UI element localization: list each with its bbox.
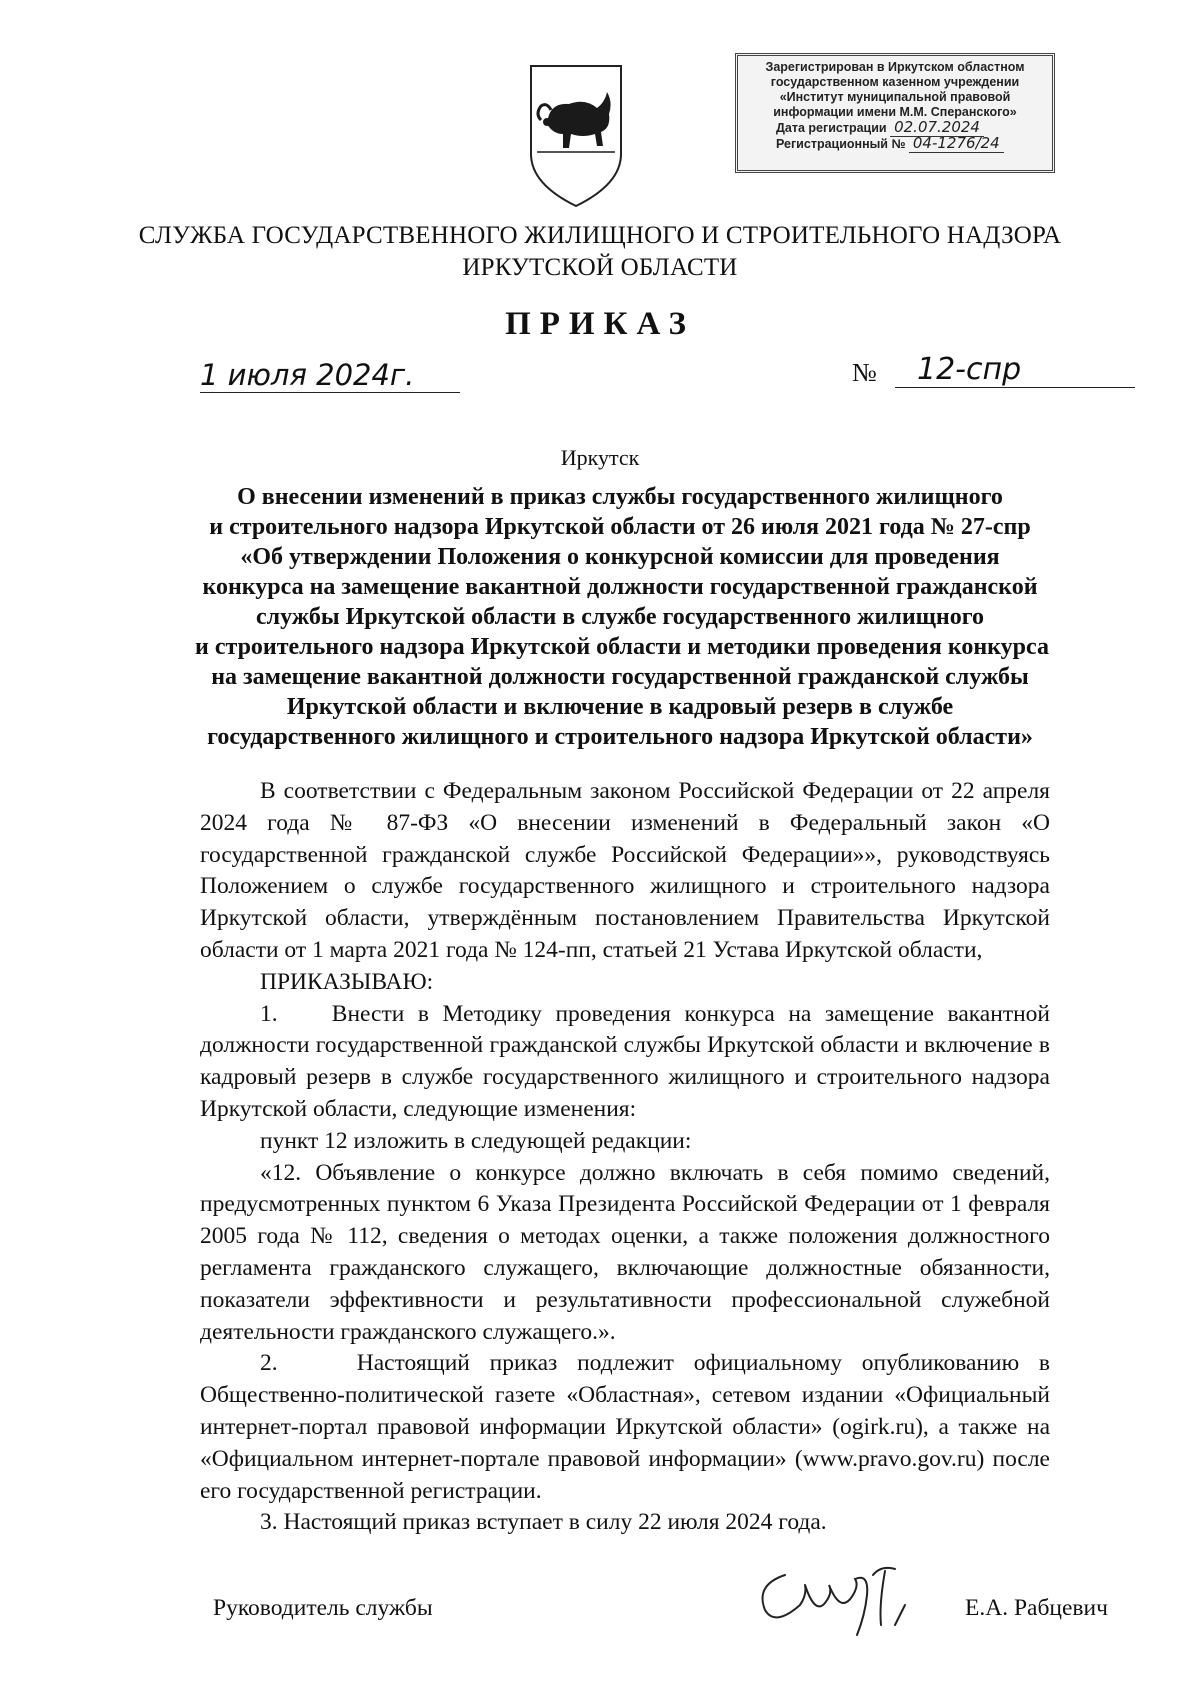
title-line: конкурса на замещение вакантной должности государственной гражданской	[202, 574, 1038, 600]
document-body	[200, 776, 1050, 1539]
document-title	[195, 482, 1049, 752]
stamp-reg-date-label: Дата регистрации	[776, 121, 887, 135]
item-2-paragraph: 2. Настоящий приказ подлежит официальному опубликованию в Общественно-политической газете «Областная», сетевом издании «Официальный интернет-портал правовой информации Иркутской области» (ogirk.ru), а также на «Официальном интернет-портале правовой информации» (www.pravo.gov.ru) после его государственной регистрации.	[200, 1350, 1050, 1504]
agency-name-line: СЛУЖБА ГОСУДАРСТВЕННОГО ЖИЛИЩНОГО И СТРОИТЕЛЬНОГО НАДЗОРА	[138, 222, 1062, 249]
stamp-reg-number-row	[776, 136, 1044, 152]
document-type: ПРИКАЗ	[505, 306, 695, 342]
title-line: О внесении изменений в приказ службы государственного жилищного	[237, 484, 1003, 510]
stamp-line: «Институт муниципальной правовой	[779, 90, 1011, 104]
order-word: ПРИКАЗЫВАЮ:	[260, 968, 434, 995]
city: Иркутск	[560, 445, 640, 470]
handwritten-date: 1 июля 2024г.	[200, 358, 460, 393]
title-line: «Об утверждении Положения о конкурсной комиссии для проведения	[240, 544, 1000, 570]
title-line: на замещение вакантной должности государственной гражданской службы	[211, 664, 1029, 690]
item-1-quote-paragraph: «12. Объявление о конкурсе должно включать в себя помимо сведений, предусмотренных пунктом 6 Указа Президента Российской Федерации от 1 февраля 2005 года № 112, сведения о методах оценки, а также положения должностного регламента гражданского служащего, включающие должностные обязанности, показатели эффективности и результативности профессиональной служебной деятельности гражданского служащего.».	[200, 1159, 1050, 1345]
item-1-sub-paragraph: пункт 12 изложить в следующей редакции:	[260, 1127, 692, 1154]
stamp-reg-date-value: 02.07.2024	[890, 118, 984, 137]
stamp-reg-number-label: Регистрационный №	[776, 137, 906, 151]
agency-name-line: ИРКУТСКОЙ ОБЛАСТИ	[462, 254, 738, 281]
title-line: Иркутской области и включение в кадровый резерв в службе	[286, 694, 954, 720]
item-3-paragraph: 3. Настоящий приказ вступает в силу 22 июля 2024 года.	[260, 1509, 827, 1536]
number-label: №	[852, 358, 877, 387]
stamp-line: информации имени М.М. Сперанского»	[773, 105, 1017, 119]
preamble-paragraph: В соответствии с Федеральным законом Российской Федерации от 22 апреля 2024 года № 87-ФЗ «О внесении изменений в Федеральный закон «О государственной гражданской службе Российской Федерации»», руководствуясь Положением о службе государственного жилищного и строительного надзора Иркутской области, утверждённым постановлением Правительства Иркутской области от 1 марта 2021 года № 124-пп, статьей 21 Устава Иркутской области,	[200, 778, 1050, 963]
stamp-line: Зарегистрирован в Иркутском областном	[765, 60, 1025, 74]
registration-stamp	[735, 53, 1055, 173]
signatory-position: Руководитель службы	[213, 1595, 433, 1621]
item-1-paragraph: 1. Внести в Методику проведения конкурса на замещение вакантной должности государственной гражданской службы Иркутской области и включение в кадровый резерв в службе государственного жилищного и строительного надзора Иркутской области, следующие изменения:	[200, 1000, 1050, 1122]
coat-of-arms-icon	[527, 62, 625, 210]
stamp-reg-number-value: 04-1276/24	[909, 134, 1004, 153]
handwritten-number: 12-спр	[895, 352, 1135, 388]
title-line: службы Иркутской области в службе государственного жилищного	[255, 604, 985, 630]
agency-name	[0, 220, 1200, 284]
title-line: государственного жилищного и строительного надзора Иркутской области»	[207, 724, 1033, 750]
title-line: и строительного надзора Иркутской области и методики проведения конкурса	[195, 634, 1049, 660]
handwritten-signature-icon	[745, 1555, 945, 1645]
title-line: и строительного надзора Иркутской области от 26 июля 2021 года № 27-спр	[209, 514, 1031, 540]
stamp-line: государственном казенном учреждении	[770, 75, 1020, 89]
signatory-name: Е.А. Рабцевич	[965, 1595, 1108, 1621]
